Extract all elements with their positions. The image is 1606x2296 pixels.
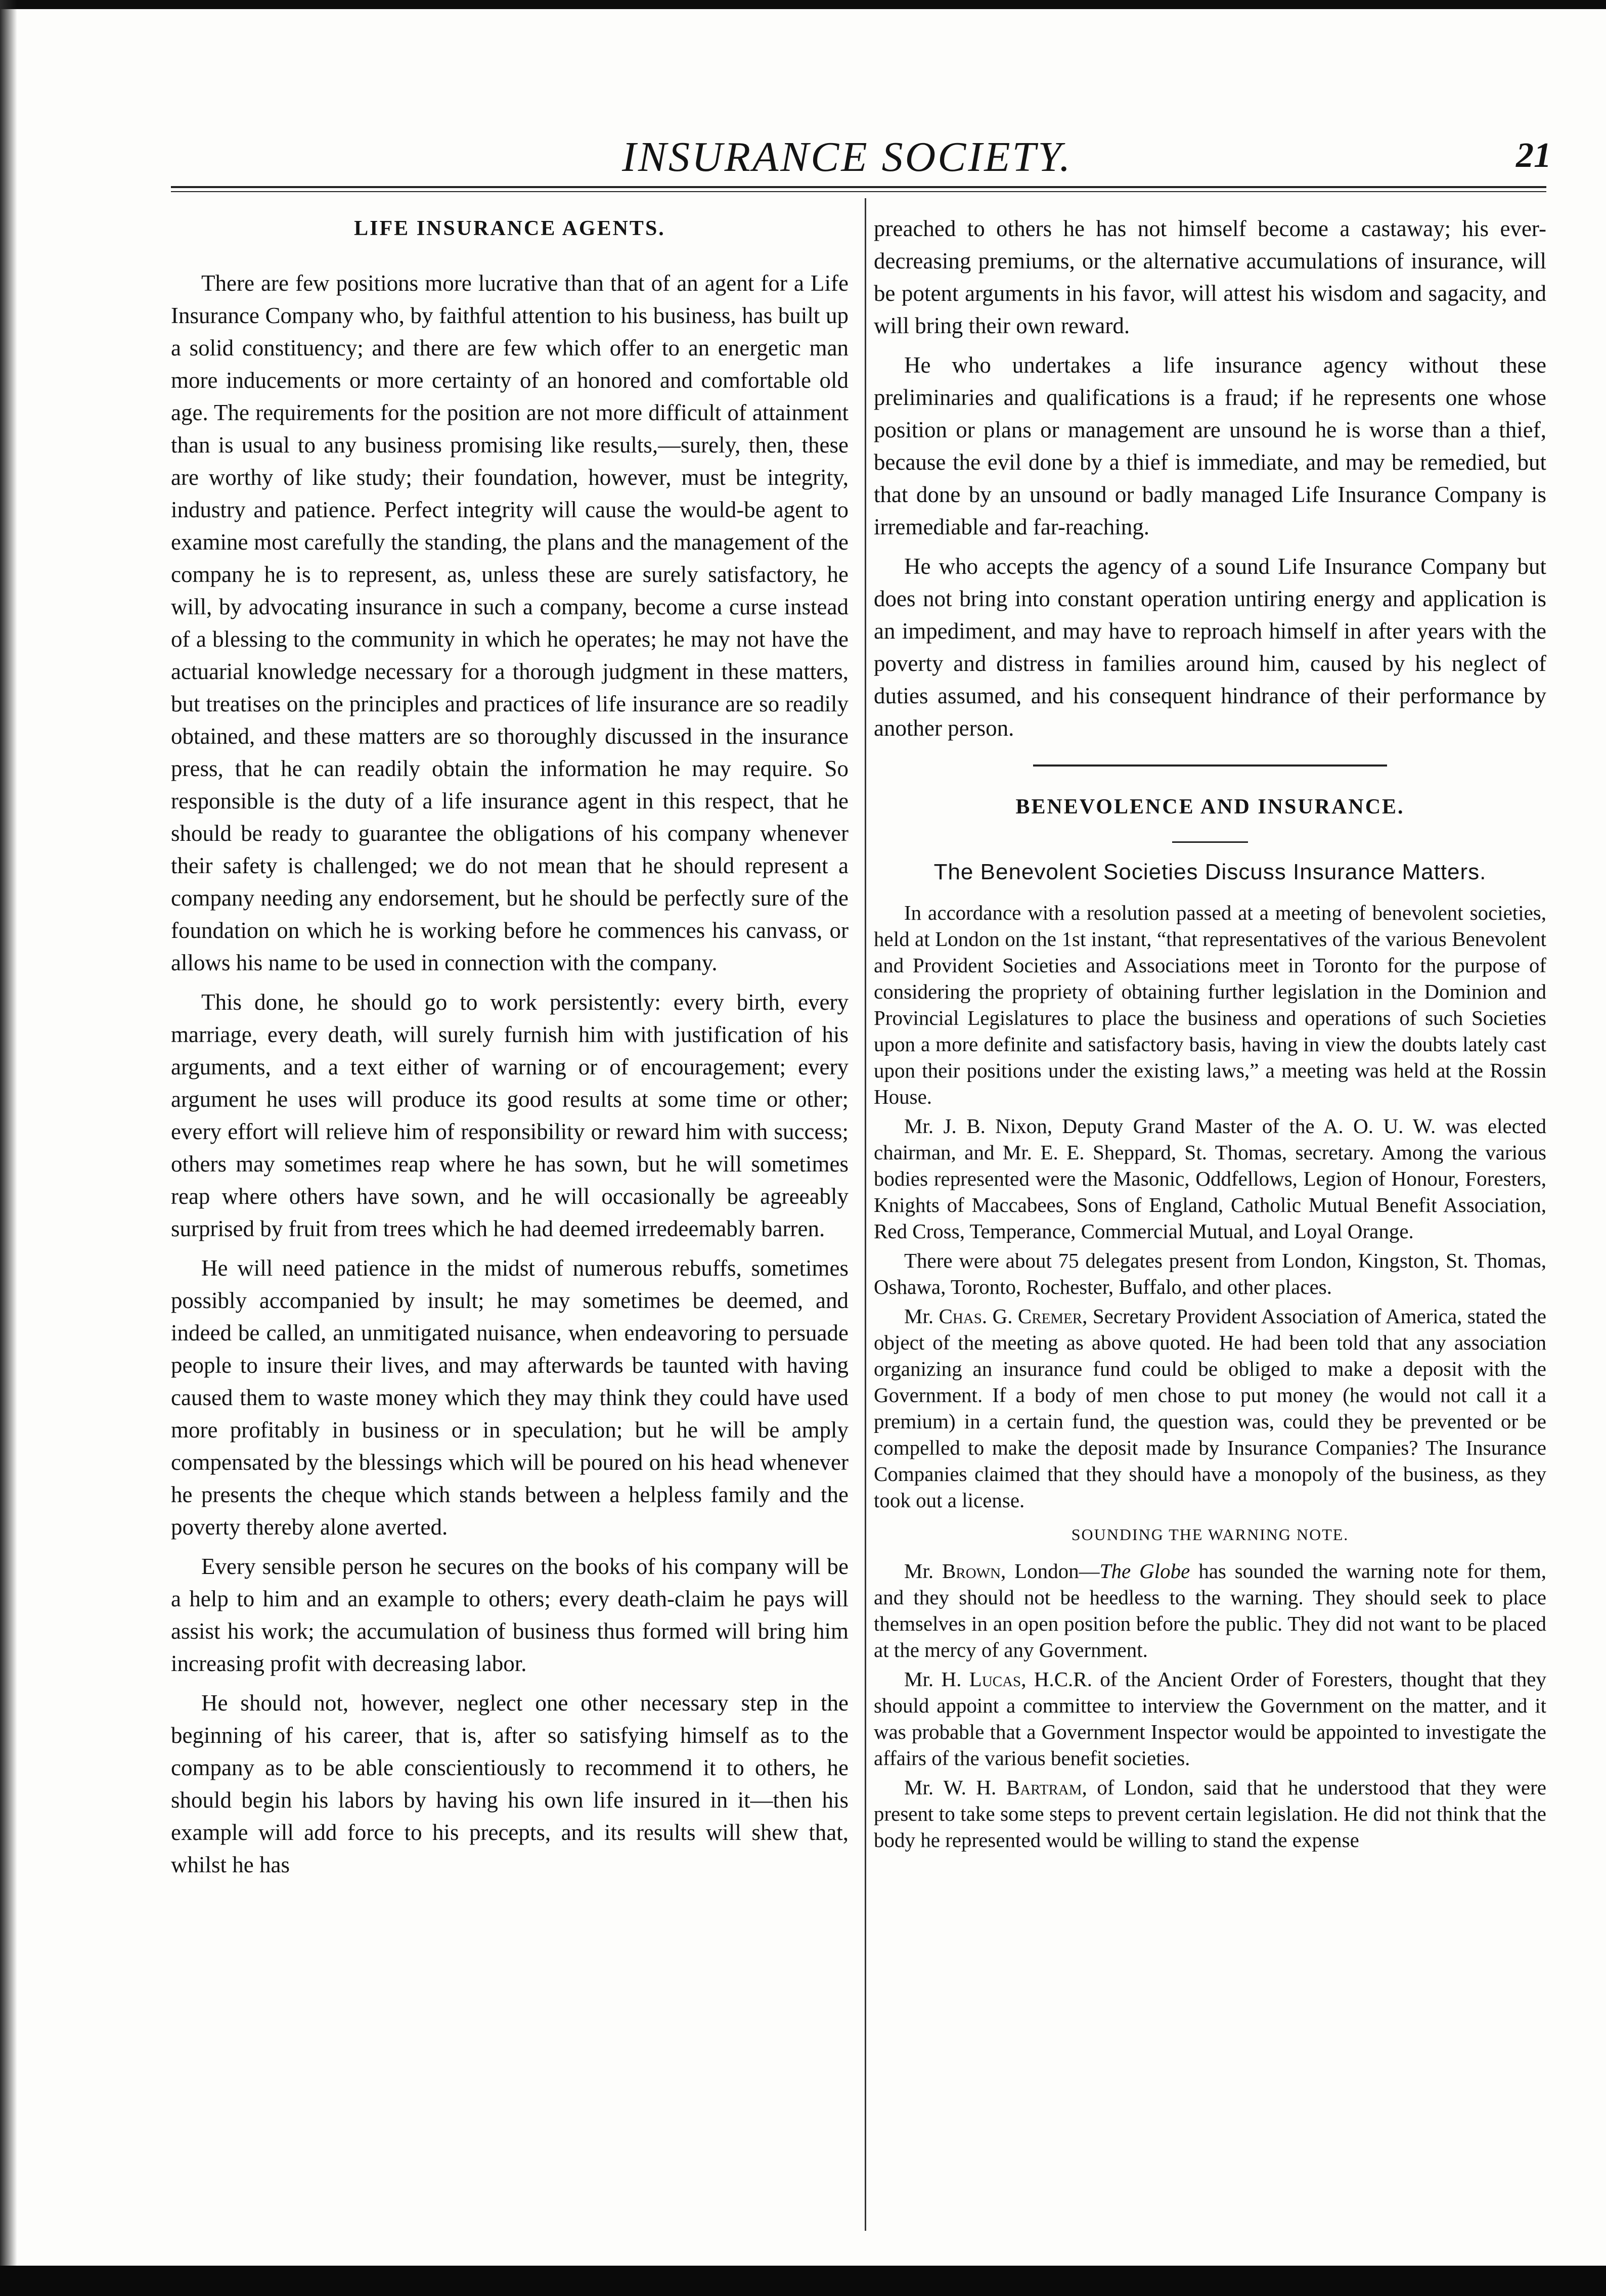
speaker-place: , London—: [1000, 1559, 1100, 1583]
paragraph-bartram: [874, 1774, 1546, 1853]
section-divider: [1033, 764, 1387, 767]
paragraph: He who accepts the agency of a sound Life Insurance Company but does not bring into constant operation untiring energy and application is an impediment, and may have to reproach himself in after years with the poverty and distress in families around him, caused by his neglect of duties assumed, and his consequent hindrance of their performance by another person.: [874, 554, 1546, 741]
paragraph: Mr. J. B. Nixon, Deputy Grand Master of the A. O. U. W. was elected chairman, and Mr. E. E. Sheppard, St. Thomas, secretary. Among the various bodies represented were the Masonic, Oddfellows, Legion of Honour, Foresters, Knights of Maccabees, Sons of England, Catholic Mutual Benefit Association, Red Cross, Temperance, Commercial Mutual, and Loyal Orange.: [874, 1114, 1546, 1243]
article-subheading: The Benevolent Societies Discuss Insurance Matters.: [933, 860, 1487, 884]
paragraph: He should not, however, neglect one other necessary step in the beginning of his career, that is, after so satisfying himself as to the company as to be able conscientiously to recommend it to others, he should begin his labors by having his own life insured in it—then his example will add force to his precepts, and its results will shew that, whilst he has: [171, 1690, 849, 1877]
speech-text: , H.C.R. of the Ancient Order of Foresters, thought that they should appoint a committee to interview the Government on the matter, and it was probable that a Government Inspector would be appointed to investigate the affairs of the various benefit societies.: [874, 1668, 1546, 1770]
header-rule-thin: [171, 191, 1546, 192]
short-divider: [1172, 841, 1248, 843]
paragraph-cremer: [874, 1303, 1546, 1513]
running-head: INSURANCE SOCIETY.: [622, 133, 1073, 181]
scan-left-edge: [0, 0, 17, 2296]
paragraph: He will need patience in the midst of numerous rebuffs, sometimes possibly accompanied by insult; he may sometimes be deemed, and indeed be called, an unmitigated nuisance, when endeavoring to persuade people to insure their lives, and may afterwards be taunted with having caused them to waste money which they may think they could have used more profitably in business or in speculation; but he will be amply compensated by the blessings which will be poured on his head whenever he presents the cheque which stands between a helpless family and the poverty thereby alone averted.: [171, 1255, 849, 1540]
speech-text: has sounded the warning note for them, and they should not be heedless to the warning. They should seek to place themselves in an open position before the public. They did not want to be placed at the mercy of any Government.: [874, 1559, 1546, 1661]
speech-text: , Secretary Provident Association of America, stated the object of the meeting as above quoted. He had been told that any association organizing an insurance fund could be obliged to make a deposit with the Government. If a body of men chose to put money (he would not call it a premium) in a certain fund, the question was, could they be prevented or be compelled to make the deposit made by Insurance Companies? The Insurance Companies claimed that they should have a monopoly of the business, as they took out a license.: [874, 1304, 1546, 1512]
speaker-prefix: Mr.: [904, 1668, 942, 1691]
speaker-name: W. H. Bartram: [943, 1776, 1082, 1799]
speaker-prefix: Mr.: [904, 1559, 943, 1583]
paragraph: There are few positions more lucrative than that of an agent for a Life Insurance Company who, by faithful attention to his business, has built up a solid constituency; and there are few which offer to an energetic man more inducements or more certainty of an honored and comfortable old age. The requirements for the position are not more difficult of attainment than is usual to any business promising like results,—surely, then, these are worthy of like study; their foundation, however, must be integrity, industry and patience. Perfect integrity will cause the would-be agent to examine most carefully the standing, the plans and the management of the company he is to represent, as, unless these are surely satisfactory, he will, by advocating insurance in such a company, become a curse instead of a blessing to the community in which he operates; he may not have the actuarial knowledge necessary for a thorough judgment in these matters, but treatises on the principles and practices of life insurance are so readily obtained, and these matters are so thoroughly discussed in the insurance press, that he can readily obtain the information he may require. So responsible is the duty of a life insurance agent in this respect, that he should be ready to guarantee the obligations of his company whenever their safety is challenged; we do not mean that he should represent a company needing any endorsement, but he should be perfectly sure of the foundation on which he is working before he commences his canvass, or allows his name to be used in connection with the company.: [171, 271, 849, 975]
column-divider: [865, 198, 866, 2231]
article-heading-life-insurance-agents: LIFE INSURANCE AGENTS.: [354, 217, 665, 240]
section-heading-warning-note: SOUNDING THE WARNING NOTE.: [1071, 1525, 1349, 1544]
speaker-name: Brown: [942, 1559, 1001, 1583]
speech-text: , of London, said that he understood that they were present to take some steps to prevent certain legislation. He did not think that the body he represented would be willing to stand the expense: [874, 1776, 1546, 1852]
page-number: 21: [1516, 136, 1551, 175]
speaker-prefix: Mr.: [904, 1304, 939, 1328]
scan-bottom-edge: [0, 2266, 1606, 2296]
continued-text: [874, 212, 1546, 744]
article-body: [874, 899, 1546, 1853]
paragraph: Every sensible person he secures on the books of his company will be a help to him and an example to others; every death-claim he pays will assist his work; the accumulation of business thus formed will bring him increasing profit with decreasing labor.: [171, 1554, 849, 1676]
paragraph: In accordance with a resolution passed at a meeting of benevolent societies, held at London on the 1st instant, “that representatives of the various Benevolent and Provident Societies and Associations meet in Toronto for the purpose of considering the propriety of obtaining further legislation in the Dominion and Provincial Legislatures to place the business and operations of such Societies upon a more definite and satisfactory basis, having in view the doubts lately cast upon their positions under the existing laws,” a meeting was held at the Rossin House.: [874, 901, 1546, 1108]
speaker-name: Chas. G. Cremer: [939, 1304, 1083, 1328]
paragraph: preached to others he has not himself become a castaway; his ever-decreasing premiums, or the alternative accumulations of insurance, will be potent arguments in his favor, will attest his wisdom and sagacity, and will bring their own reward.: [874, 216, 1546, 338]
speaker-prefix: Mr.: [904, 1776, 944, 1799]
article-heading-benevolence: BENEVOLENCE AND INSURANCE.: [1015, 795, 1405, 819]
newspaper-title: The Globe: [1099, 1559, 1190, 1583]
scan-top-edge: [0, 0, 1606, 9]
right-column: [874, 212, 1546, 1856]
paragraph-lucas: [874, 1666, 1546, 1771]
speaker-name: H. Lucas: [941, 1668, 1021, 1691]
left-column: [171, 212, 849, 1888]
paragraph: This done, he should go to work persistently: every birth, every marriage, every death, will surely furnish him with justification of his arguments, and a text either of warning or of encouragement; every argument he uses will produce its good results at some time or other; every effort will relieve him of responsibility or reward him with success; others may sometimes reap where he has sown, but he will sometimes reap where others have sown, and he will occasionally be agreeably surprised by fruit from trees which he had deemed irredeemably barren.: [171, 989, 849, 1241]
paragraph-brown: [874, 1558, 1546, 1663]
paragraph: He who undertakes a life insurance agency without these preliminaries and qualifications is a fraud; if he represents one whose position or plans or management are unsound he is worse than a thief, because the evil done by a thief is immediate, and may be remedied, but that done by an unsound or badly managed Life Insurance Company is irremediable and far-reaching.: [874, 352, 1546, 539]
paragraph: There were about 75 delegates present from London, Kingston, St. Thomas, Oshawa, Toronto, Rochester, Buffalo, and other places.: [874, 1249, 1546, 1298]
header-rule: [171, 186, 1546, 188]
